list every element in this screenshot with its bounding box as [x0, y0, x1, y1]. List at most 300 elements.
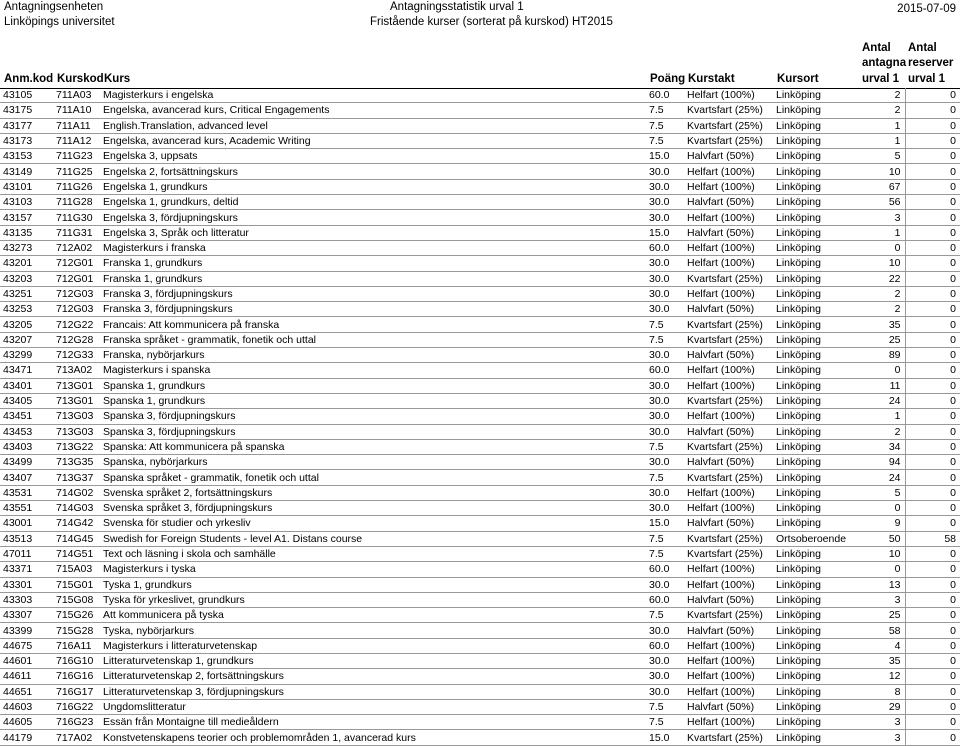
cell-kurstakt: Halvfart (50%): [684, 699, 773, 714]
cell-anmkod: 44605: [0, 715, 53, 730]
cell-reserver: 0: [905, 699, 960, 714]
cell-kursort: Linköping: [773, 730, 858, 745]
cell-anmkod: 43513: [0, 531, 53, 546]
col-reserver-line1: Antal: [908, 42, 937, 54]
cell-kursort: Linköping: [773, 439, 858, 454]
cell-antagna: 5: [858, 149, 905, 164]
cell-kursort: Linköping: [773, 210, 858, 225]
cell-kurskod: 711G31: [53, 225, 100, 240]
cell-poang: 30.0: [646, 256, 684, 271]
cell-kurstakt: Helfart (100%): [684, 684, 773, 699]
cell-reserver: 0: [905, 195, 960, 210]
cell-reserver: 0: [905, 638, 960, 653]
cell-poang: 7.5: [646, 546, 684, 561]
cell-kurskod: 714G02: [53, 485, 100, 500]
cell-kurskod: 712G28: [53, 332, 100, 347]
table-row: [0, 516, 960, 531]
cell-kurstakt: Kvartsfart (25%): [684, 730, 773, 745]
cell-reserver: 0: [905, 179, 960, 194]
cell-poang: 30.0: [646, 164, 684, 179]
table-row: [0, 271, 960, 286]
cell-kursort: Linköping: [773, 516, 858, 531]
cell-kurskod: 717A02: [53, 730, 100, 745]
cell-kurstakt: Kvartsfart (25%): [684, 103, 773, 118]
cell-kurstakt: Helfart (100%): [684, 638, 773, 653]
cell-kurs: Magisterkurs i litteraturvetenskap: [100, 638, 646, 653]
table-row: [0, 210, 960, 225]
cell-kurs: Engelska 3, Språk och litteratur: [100, 225, 646, 240]
cell-antagna: 0: [858, 562, 905, 577]
cell-kurstakt: Helfart (100%): [684, 715, 773, 730]
cell-anmkod: 43153: [0, 149, 53, 164]
cell-kurstakt: Kvartsfart (25%): [684, 271, 773, 286]
cell-anmkod: 43471: [0, 363, 53, 378]
cell-antagna: 56: [858, 195, 905, 210]
cell-anmkod: 43105: [0, 88, 53, 103]
table-row: [0, 577, 960, 592]
cell-kurs: Tyska 1, grundkurs: [100, 577, 646, 592]
cell-antagna: 10: [858, 546, 905, 561]
cell-reserver: 0: [905, 424, 960, 439]
cell-anmkod: 43103: [0, 195, 53, 210]
cell-kursort: Linköping: [773, 409, 858, 424]
cell-kurskod: 713G03: [53, 424, 100, 439]
cell-kurs: Franska språket - grammatik, fonetik och uttal: [100, 332, 646, 347]
cell-kurskod: 712G33: [53, 348, 100, 363]
col-kurskod: Kurskod: [57, 73, 104, 85]
table-row: [0, 363, 960, 378]
cell-kurstakt: Halvfart (50%): [684, 149, 773, 164]
cell-kurs: Svenska språket 2, fortsättningskurs: [100, 485, 646, 500]
cell-poang: 30.0: [646, 210, 684, 225]
cell-kurstakt: Helfart (100%): [684, 409, 773, 424]
cell-kursort: Linköping: [773, 164, 858, 179]
cell-anmkod: 43451: [0, 409, 53, 424]
cell-kurs: Engelska 1, grundkurs, deltid: [100, 195, 646, 210]
cell-kurskod: 711A11: [53, 118, 100, 133]
cell-poang: 30.0: [646, 302, 684, 317]
cell-poang: 30.0: [646, 455, 684, 470]
cell-kursort: Linköping: [773, 317, 858, 332]
cell-kurs: Engelska 3, fördjupningskurs: [100, 210, 646, 225]
cell-kurskod: 716G17: [53, 684, 100, 699]
cell-kursort: Linköping: [773, 195, 858, 210]
table-row: [0, 240, 960, 255]
table-row: [0, 470, 960, 485]
cell-kursort: Linköping: [773, 348, 858, 363]
cell-reserver: 0: [905, 608, 960, 623]
cell-kurstakt: Helfart (100%): [684, 210, 773, 225]
cell-reserver: 0: [905, 623, 960, 638]
cell-kurstakt: Halvfart (50%): [684, 302, 773, 317]
cell-antagna: 24: [858, 470, 905, 485]
cell-kursort: Linköping: [773, 485, 858, 500]
cell-kurstakt: Helfart (100%): [684, 88, 773, 103]
col-reserver-line2: reserver: [908, 57, 954, 69]
cell-reserver: 0: [905, 302, 960, 317]
table-row: [0, 485, 960, 500]
cell-anmkod: 43453: [0, 424, 53, 439]
cell-kurskod: 713G35: [53, 455, 100, 470]
cell-kurstakt: Helfart (100%): [684, 256, 773, 271]
cell-reserver: 0: [905, 210, 960, 225]
cell-reserver: 0: [905, 562, 960, 577]
cell-poang: 60.0: [646, 562, 684, 577]
cell-kursort: Linköping: [773, 577, 858, 592]
cell-antagna: 10: [858, 256, 905, 271]
cell-kursort: Linköping: [773, 699, 858, 714]
table-row: [0, 439, 960, 454]
cell-kurskod: 715A03: [53, 562, 100, 577]
cell-antagna: 1: [858, 133, 905, 148]
cell-antagna: 2: [858, 302, 905, 317]
cell-antagna: 1: [858, 118, 905, 133]
cell-antagna: 25: [858, 608, 905, 623]
cell-reserver: 0: [905, 378, 960, 393]
cell-antagna: 9: [858, 516, 905, 531]
cell-antagna: 0: [858, 240, 905, 255]
cell-anmkod: 43399: [0, 623, 53, 638]
cell-poang: 30.0: [646, 577, 684, 592]
cell-poang: 30.0: [646, 348, 684, 363]
cell-anmkod: 43177: [0, 118, 53, 133]
cell-poang: 30.0: [646, 684, 684, 699]
cell-kurs: Spanska 3, fördjupningskurs: [100, 424, 646, 439]
cell-kurstakt: Kvartsfart (25%): [684, 439, 773, 454]
cell-anmkod: 43407: [0, 470, 53, 485]
cell-anmkod: 43531: [0, 485, 53, 500]
cell-kurstakt: Kvartsfart (25%): [684, 546, 773, 561]
university-name: Linköpings universitet: [4, 16, 115, 28]
cell-antagna: 58: [858, 623, 905, 638]
cell-antagna: 67: [858, 179, 905, 194]
cell-kurs: Engelska 3, uppsats: [100, 149, 646, 164]
cell-reserver: 0: [905, 546, 960, 561]
table-row: [0, 164, 960, 179]
table-row: [0, 531, 960, 546]
cell-antagna: 35: [858, 653, 905, 668]
cell-reserver: 0: [905, 409, 960, 424]
cell-kurskod: 716G16: [53, 669, 100, 684]
cell-reserver: 0: [905, 653, 960, 668]
cell-kurs: Engelska 1, grundkurs: [100, 179, 646, 194]
cell-poang: 30.0: [646, 669, 684, 684]
cell-kurs: Svenska för studier och yrkesliv: [100, 516, 646, 531]
cell-anmkod: 43149: [0, 164, 53, 179]
cell-reserver: 0: [905, 286, 960, 301]
cell-kurs: Konstvetenskapens teorier och problemområden 1, avancerad kurs: [100, 730, 646, 745]
cell-poang: 30.0: [646, 378, 684, 393]
col-kursort: Kursort: [777, 73, 819, 85]
cell-poang: 7.5: [646, 332, 684, 347]
cell-anmkod: 43403: [0, 439, 53, 454]
table-row: [0, 409, 960, 424]
cell-kurskod: 711A12: [53, 133, 100, 148]
cell-poang: 30.0: [646, 485, 684, 500]
cell-reserver: 0: [905, 439, 960, 454]
cell-kurskod: 712G03: [53, 286, 100, 301]
cell-kurs: Litteraturvetenskap 1, grundkurs: [100, 653, 646, 668]
cell-kurstakt: Halvfart (50%): [684, 623, 773, 638]
cell-kurs: Svenska språket 3, fördjupningskurs: [100, 501, 646, 516]
table-row: [0, 608, 960, 623]
cell-kurskod: 712G22: [53, 317, 100, 332]
cell-anmkod: 43371: [0, 562, 53, 577]
cell-kurs: Franska 3, fördjupningskurs: [100, 302, 646, 317]
cell-anmkod: 43207: [0, 332, 53, 347]
cell-kurs: Tyska, nybörjarkurs: [100, 623, 646, 638]
cell-kurstakt: Helfart (100%): [684, 501, 773, 516]
cell-antagna: 11: [858, 378, 905, 393]
cell-reserver: 0: [905, 103, 960, 118]
cell-kurs: Franska 1, grundkurs: [100, 256, 646, 271]
cell-poang: 7.5: [646, 439, 684, 454]
cell-kursort: Linköping: [773, 302, 858, 317]
cell-reserver: 0: [905, 164, 960, 179]
cell-kursort: Linköping: [773, 179, 858, 194]
table-row: [0, 302, 960, 317]
col-antagna-line1: Antal: [862, 42, 891, 54]
cell-anmkod: 43135: [0, 225, 53, 240]
cell-kurstakt: Helfart (100%): [684, 485, 773, 500]
table-row: [0, 562, 960, 577]
table-row: [0, 348, 960, 363]
cell-kursort: Ortsoberoende: [773, 531, 858, 546]
cell-kursort: Linköping: [773, 256, 858, 271]
cell-kurs: Spanska 1, grundkurs: [100, 378, 646, 393]
cell-antagna: 35: [858, 317, 905, 332]
col-kurstakt: Kurstakt: [688, 73, 735, 85]
cell-kursort: Linköping: [773, 393, 858, 408]
cell-poang: 15.0: [646, 225, 684, 240]
report-header: [0, 0, 960, 34]
cell-reserver: 0: [905, 118, 960, 133]
table-row: [0, 256, 960, 271]
cell-anmkod: 43201: [0, 256, 53, 271]
cell-anmkod: 44651: [0, 684, 53, 699]
cell-kurs: Essän från Montaigne till medieåldern: [100, 715, 646, 730]
cell-reserver: 0: [905, 470, 960, 485]
cell-kurs: Tyska för yrkeslivet, grundkurs: [100, 592, 646, 607]
cell-kurs: Spanska, nybörjarkurs: [100, 455, 646, 470]
cell-kurskod: 715G26: [53, 608, 100, 623]
table-row: [0, 501, 960, 516]
cell-kurstakt: Kvartsfart (25%): [684, 118, 773, 133]
cell-reserver: 0: [905, 715, 960, 730]
table-row: [0, 638, 960, 653]
cell-kurskod: 716G23: [53, 715, 100, 730]
cell-antagna: 25: [858, 332, 905, 347]
cell-kurskod: 711G23: [53, 149, 100, 164]
cell-kurs: Att kommunicera på tyska: [100, 608, 646, 623]
cell-kurskod: 711G25: [53, 164, 100, 179]
cell-reserver: 0: [905, 348, 960, 363]
cell-kursort: Linköping: [773, 271, 858, 286]
cell-reserver: 0: [905, 684, 960, 699]
cell-anmkod: 43273: [0, 240, 53, 255]
cell-poang: 30.0: [646, 623, 684, 638]
cell-kurstakt: Kvartsfart (25%): [684, 133, 773, 148]
cell-reserver: 0: [905, 485, 960, 500]
cell-anmkod: 43401: [0, 378, 53, 393]
cell-kursort: Linköping: [773, 424, 858, 439]
cell-kurs: Engelska, avancerad kurs, Academic Writing: [100, 133, 646, 148]
cell-kurskod: 715G08: [53, 592, 100, 607]
table-row: [0, 684, 960, 699]
cell-kurs: Franska 1, grundkurs: [100, 271, 646, 286]
cell-kurs: Magisterkurs i franska: [100, 240, 646, 255]
cell-anmkod: 44611: [0, 669, 53, 684]
org-name: Antagningsenheten: [4, 1, 104, 13]
cell-kursort: Linköping: [773, 455, 858, 470]
cell-kursort: Linköping: [773, 470, 858, 485]
cell-kurstakt: Helfart (100%): [684, 240, 773, 255]
cell-anmkod: 43303: [0, 592, 53, 607]
cell-antagna: 0: [858, 363, 905, 378]
cell-antagna: 29: [858, 699, 905, 714]
table-row: [0, 393, 960, 408]
cell-kurs: Swedish for Foreign Students - level A1. Distans course: [100, 531, 646, 546]
cell-kurs: Franska 3, fördjupningskurs: [100, 286, 646, 301]
cell-kursort: Linköping: [773, 88, 858, 103]
cell-reserver: 0: [905, 393, 960, 408]
cell-kurskod: 713A02: [53, 363, 100, 378]
cell-kursort: Linköping: [773, 608, 858, 623]
cell-kursort: Linköping: [773, 149, 858, 164]
cell-kurstakt: Kvartsfart (25%): [684, 317, 773, 332]
cell-poang: 7.5: [646, 133, 684, 148]
cell-reserver: 0: [905, 592, 960, 607]
cell-antagna: 8: [858, 684, 905, 699]
cell-poang: 7.5: [646, 531, 684, 546]
cell-kurs: English.Translation, advanced level: [100, 118, 646, 133]
cell-kursort: Linköping: [773, 638, 858, 653]
cell-kurskod: 712G01: [53, 271, 100, 286]
cell-antagna: 13: [858, 577, 905, 592]
cell-kurstakt: Halvfart (50%): [684, 516, 773, 531]
cell-kurskod: 712G03: [53, 302, 100, 317]
cell-poang: 30.0: [646, 271, 684, 286]
cell-kursort: Linköping: [773, 363, 858, 378]
cell-kurstakt: Halvfart (50%): [684, 195, 773, 210]
cell-antagna: 1: [858, 409, 905, 424]
cell-kurs: Ungdomslitteratur: [100, 699, 646, 714]
cell-antagna: 2: [858, 424, 905, 439]
cell-anmkod: 44603: [0, 699, 53, 714]
table-row: [0, 225, 960, 240]
cell-antagna: 1: [858, 225, 905, 240]
cell-kurstakt: Helfart (100%): [684, 562, 773, 577]
cell-poang: 15.0: [646, 149, 684, 164]
cell-antagna: 94: [858, 455, 905, 470]
table-row: [0, 455, 960, 470]
cell-kursort: Linköping: [773, 562, 858, 577]
cell-antagna: 89: [858, 348, 905, 363]
cell-kurstakt: Helfart (100%): [684, 669, 773, 684]
table-row: [0, 133, 960, 148]
table-row: [0, 592, 960, 607]
cell-kurskod: 716G22: [53, 699, 100, 714]
table-row: [0, 730, 960, 745]
table-row: [0, 103, 960, 118]
cell-kurskod: 716A11: [53, 638, 100, 653]
cell-kurstakt: Halvfart (50%): [684, 455, 773, 470]
col-antagna-line3: urval 1: [862, 73, 900, 85]
col-poang: Poäng: [650, 73, 686, 85]
cell-antagna: 3: [858, 210, 905, 225]
cell-kurs: Spanska 3, fördjupningskurs: [100, 409, 646, 424]
cell-anmkod: 44601: [0, 653, 53, 668]
table-row: [0, 653, 960, 668]
cell-reserver: 0: [905, 455, 960, 470]
cell-reserver: 0: [905, 240, 960, 255]
cell-poang: 30.0: [646, 286, 684, 301]
cell-kurs: Litteraturvetenskap 2, fortsättningskurs: [100, 669, 646, 684]
col-anmkod: Anm.kod: [4, 73, 54, 85]
cell-anmkod: 43251: [0, 286, 53, 301]
cell-antagna: 12: [858, 669, 905, 684]
cell-anmkod: 43157: [0, 210, 53, 225]
cell-poang: 30.0: [646, 653, 684, 668]
cell-kursort: Linköping: [773, 653, 858, 668]
cell-kurstakt: Helfart (100%): [684, 363, 773, 378]
cell-antagna: 4: [858, 638, 905, 653]
cell-poang: 7.5: [646, 608, 684, 623]
cell-kurskod: 713G37: [53, 470, 100, 485]
cell-kurstakt: Helfart (100%): [684, 577, 773, 592]
cell-reserver: 0: [905, 271, 960, 286]
cell-kursort: Linköping: [773, 623, 858, 638]
cell-kursort: Linköping: [773, 669, 858, 684]
cell-kurstakt: Kvartsfart (25%): [684, 332, 773, 347]
table-row: [0, 332, 960, 347]
cell-reserver: 0: [905, 88, 960, 103]
cell-antagna: 0: [858, 501, 905, 516]
cell-reserver: 0: [905, 577, 960, 592]
table-row: [0, 424, 960, 439]
cell-kursort: Linköping: [773, 133, 858, 148]
cell-anmkod: 43299: [0, 348, 53, 363]
cell-antagna: 3: [858, 715, 905, 730]
cell-poang: 60.0: [646, 638, 684, 653]
cell-kurstakt: Halvfart (50%): [684, 592, 773, 607]
table-row: [0, 286, 960, 301]
cell-kurskod: 711G26: [53, 179, 100, 194]
cell-anmkod: 43101: [0, 179, 53, 194]
cell-kursort: Linköping: [773, 332, 858, 347]
table-row: [0, 88, 960, 103]
cell-reserver: 0: [905, 730, 960, 745]
cell-kursort: Linköping: [773, 546, 858, 561]
cell-antagna: 2: [858, 88, 905, 103]
report-subtitle: Fristående kurser (sorterat på kurskod) HT2015: [370, 16, 613, 28]
cell-kursort: Linköping: [773, 103, 858, 118]
cell-kurstakt: Kvartsfart (25%): [684, 393, 773, 408]
column-headers: [0, 40, 960, 89]
cell-poang: 30.0: [646, 424, 684, 439]
cell-anmkod: 43001: [0, 516, 53, 531]
cell-kursort: Linköping: [773, 286, 858, 301]
cell-kurstakt: Kvartsfart (25%): [684, 470, 773, 485]
cell-kursort: Linköping: [773, 501, 858, 516]
cell-kursort: Linköping: [773, 225, 858, 240]
table-row: [0, 149, 960, 164]
cell-antagna: 3: [858, 730, 905, 745]
cell-anmkod: 43307: [0, 608, 53, 623]
cell-kursort: Linköping: [773, 378, 858, 393]
cell-kurstakt: Helfart (100%): [684, 378, 773, 393]
cell-antagna: 34: [858, 439, 905, 454]
